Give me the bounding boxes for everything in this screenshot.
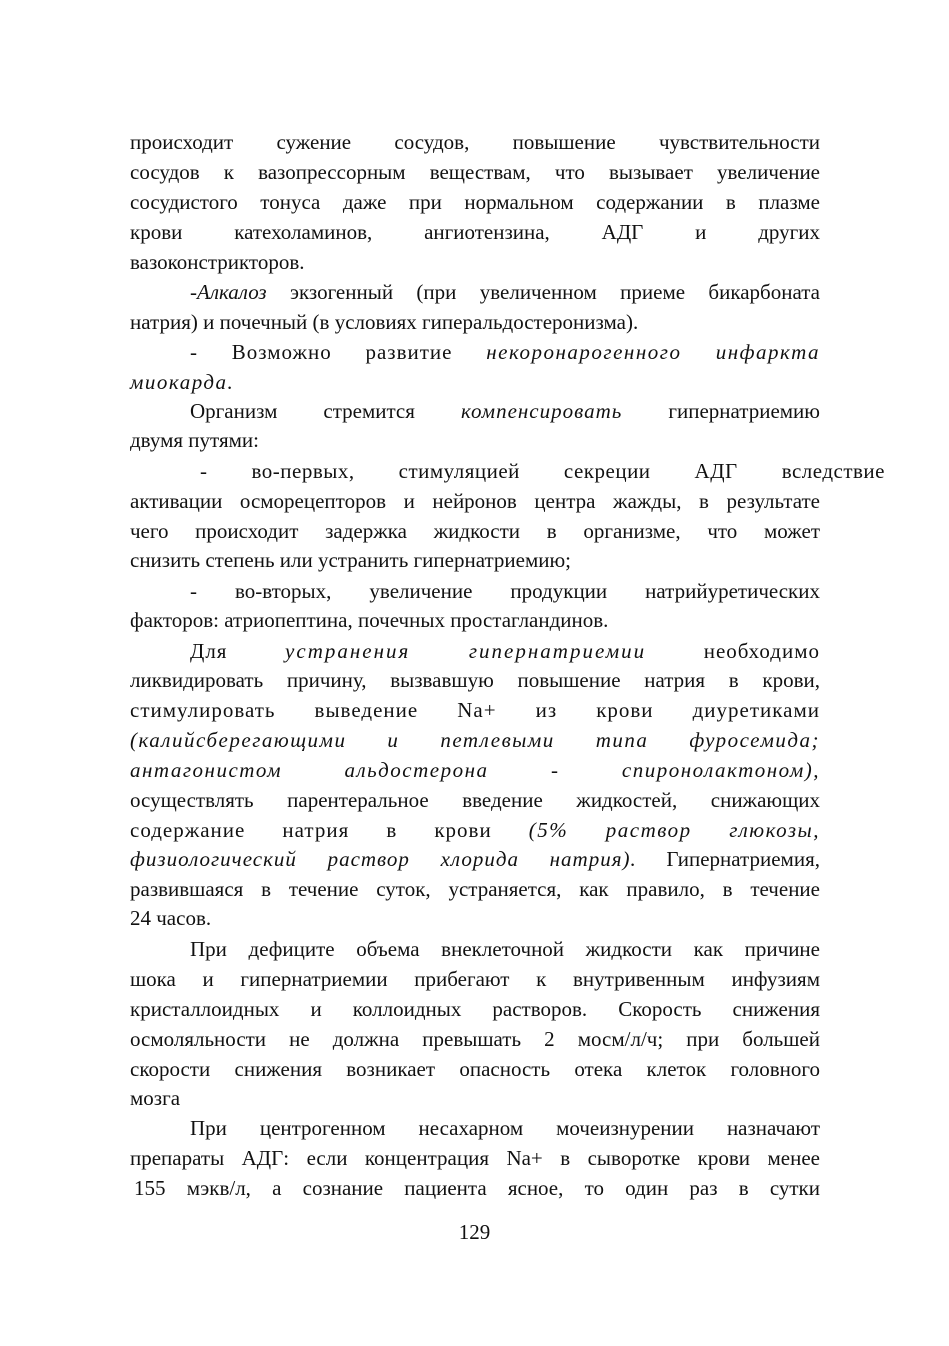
text-line: физиологический раствор хлорида натрия). Гипернатриемия, <box>130 847 820 871</box>
text-line: мозга <box>130 1086 181 1110</box>
text-line: осуществлять парентеральное введение жидкостей, снижающих <box>130 788 820 812</box>
text-line: двумя путями: <box>130 428 259 452</box>
text-line: При центрогенном несахарном мочеизнурении назначают <box>190 1116 820 1140</box>
text-line: - Возможно развитие некоронарогенного инфаркта <box>190 340 820 364</box>
text-line: крови катехоламинов, ангиотензина, АДГ и других <box>130 220 820 244</box>
text-line: сосудистого тонуса даже при нормальном содержании в плазме <box>130 190 820 214</box>
text-line: стимулировать выведение Na+ из крови диуретиками <box>130 698 820 722</box>
text-line: сосудов к вазопрессорным веществам, что вызывает увеличение <box>130 160 820 184</box>
text-line: шока и гипернатриемии прибегают к внутривенным инфузиям <box>130 967 820 991</box>
text-line: факторов: атриопептина, почечных простагландинов. <box>130 608 609 632</box>
text-line: содержание натрия в крови (5% раствор глюкозы, <box>130 818 820 842</box>
text-line: Организм стремится компенсировать гипернатриемию <box>190 399 820 423</box>
text-line: снизить степень или устранить гипернатриемию; <box>130 548 572 572</box>
text-line: ликвидировать причину, вызвавшую повышение натрия в крови, <box>130 668 820 692</box>
text-line: натрия) и почечный (в условиях гиперальдостеронизма). <box>130 310 639 334</box>
text-line: вазоконстрикторов. <box>130 250 305 274</box>
text-line: -Алкалоз экзогенный (при увеличенном приеме бикарбоната <box>190 280 820 304</box>
page-number: 129 <box>458 1220 491 1244</box>
text-line: антагонистом альдостерона - спиронолактоном), <box>130 758 820 782</box>
text-line: происходит сужение сосудов, повышение чувствительности <box>130 130 820 154</box>
text-line: Для устранения гипернатриемии необходимо <box>190 639 820 663</box>
text-line: 155 мэкв/л, а сознание пациента ясное, то один раз в сутки <box>134 1176 820 1200</box>
text-line: (калийсберегающими и петлевыми типа фуросемида; <box>130 728 820 752</box>
text-line: При дефиците объема внеклеточной жидкости как причине <box>190 937 820 961</box>
text-line: активации осморецепторов и нейронов центра жажды, в результате <box>130 489 820 513</box>
text-line: кристаллоидных и коллоидных растворов. Скорость снижения <box>130 997 820 1021</box>
text-line: - во-вторых, увеличение продукции натрийуретических <box>190 579 820 603</box>
text-line: развившаяся в течение суток, устраняется, как правило, в течение <box>130 877 820 901</box>
text-line: скорости снижения возникает опасность отека клеток головного <box>130 1057 820 1081</box>
text-line: осмоляльности не должна превышать 2 мосм/л/ч; при большей <box>130 1027 820 1051</box>
text-line: миокарда. <box>130 370 235 394</box>
text-line: 24 часов. <box>130 906 212 930</box>
text-line: - во-первых, стимуляцией секреции АДГ вследствие <box>200 459 885 483</box>
text-line: препараты АДГ: если концентрация Na+ в сыворотке крови менее <box>130 1146 820 1170</box>
text-line: чего происходит задержка жидкости в организме, что может <box>130 519 820 543</box>
